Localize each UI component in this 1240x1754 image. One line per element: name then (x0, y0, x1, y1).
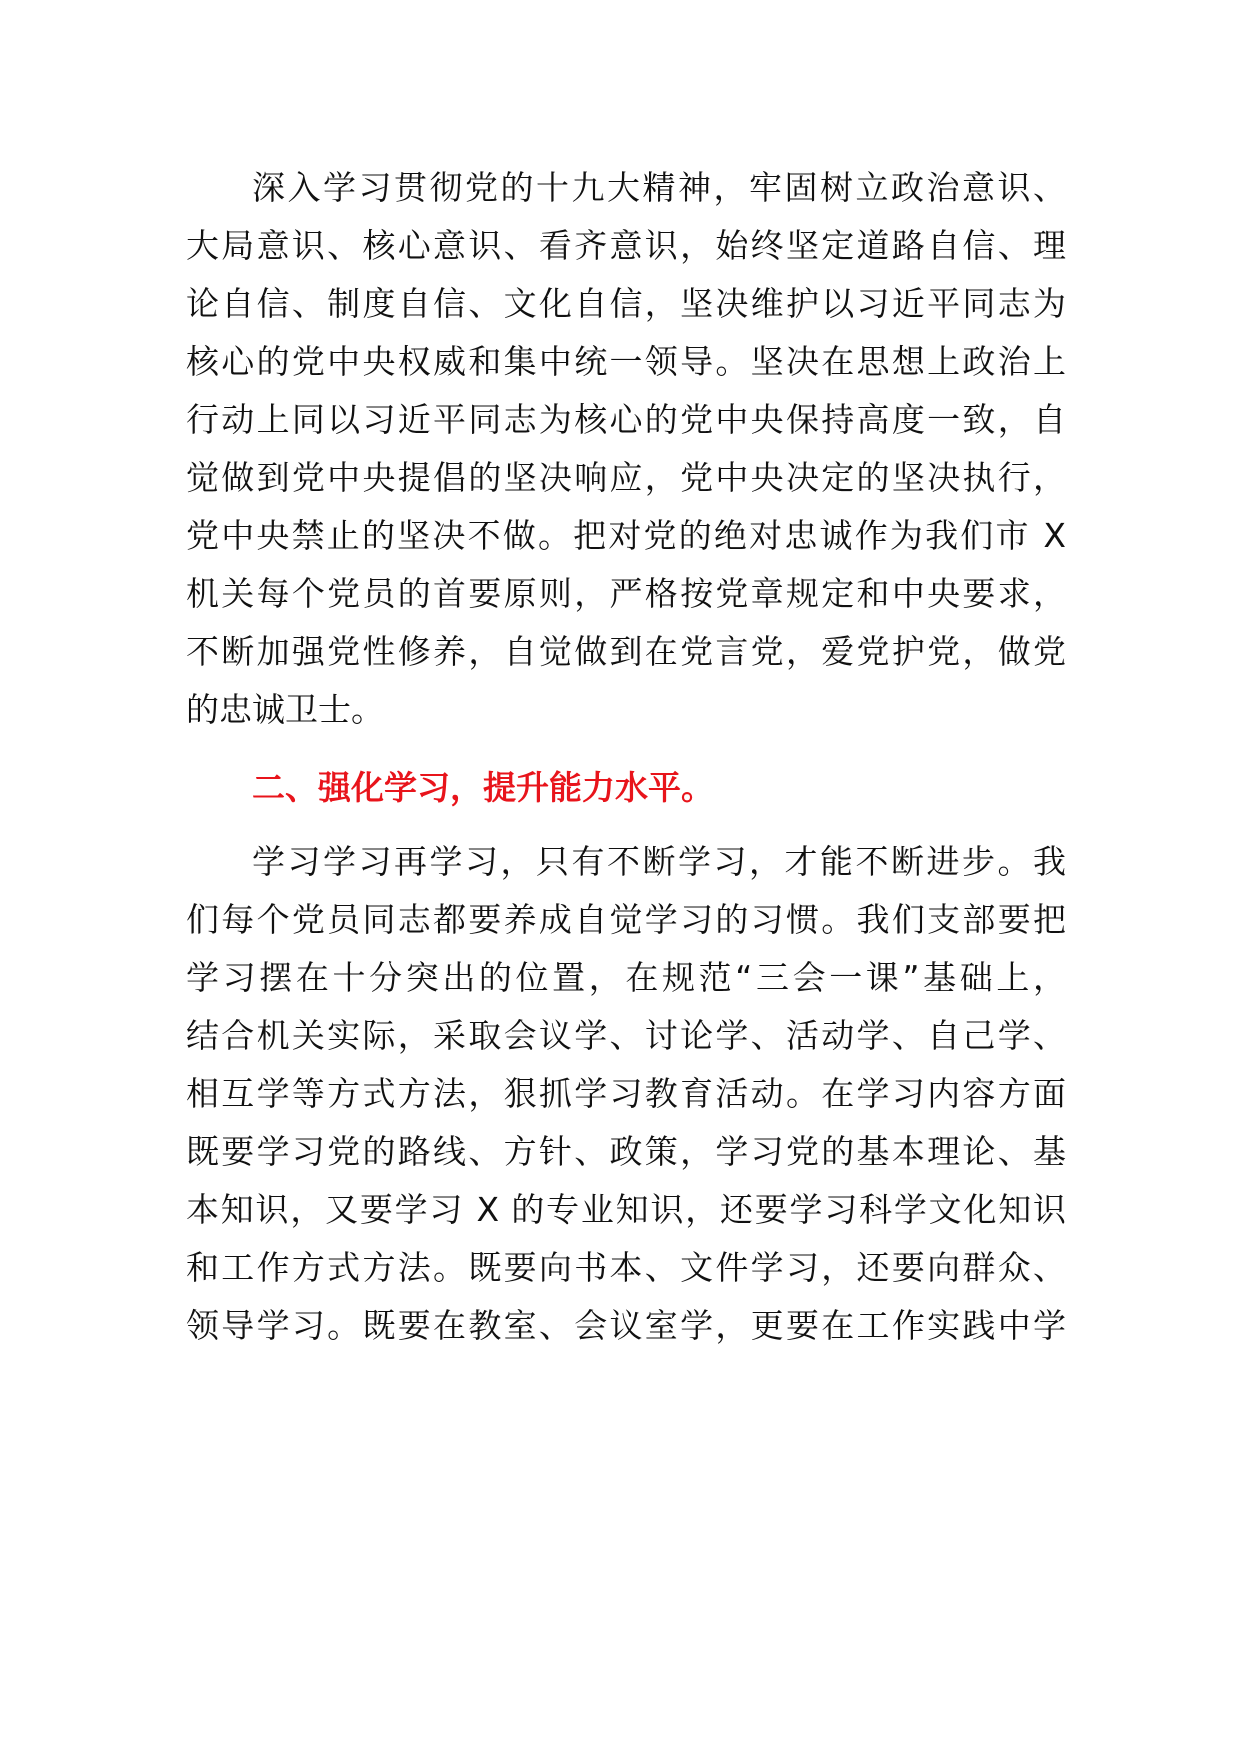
paragraph-2-line: 结合机关实际，采取会议学、讨论学、活动学、自己学、 (186, 1016, 1066, 1055)
paragraph-1-line: 党中央禁止的坚决不做。把对党的绝对忠诚作为我们市 X (186, 516, 1066, 555)
paragraph-1-line: 行动上同以习近平同志为核心的党中央保持高度一致，自 (186, 400, 1066, 439)
paragraph-1-line: 机关每个党员的首要原则，严格按党章规定和中央要求， (186, 574, 1066, 613)
paragraph-2-line: 既要学习党的路线、方针、政策，学习党的基本理论、基 (186, 1132, 1066, 1171)
paragraph-1-line: 不断加强党性修养，自觉做到在党言党，爱党护党，做党 (186, 632, 1066, 671)
paragraph-2-line: 本知识，又要学习 X 的专业知识，还要学习科学文化知识 (186, 1190, 1066, 1229)
paragraph-1-line: 核心的党中央权威和集中统一领导。坚决在思想上政治上 (186, 342, 1066, 381)
paragraph-2-line: 们每个党员同志都要养成自觉学习的习惯。我们支部要把 (186, 900, 1066, 939)
paragraph-2-line: 学习摆在十分突出的位置，在规范“三会一课”基础上， (186, 958, 1066, 997)
paragraph-2-line: 学习学习再学习，只有不断学习，才能不断进步。我 (252, 842, 1066, 881)
paragraph-2-line: 相互学等方式方法，狠抓学习教育活动。在学习内容方面 (186, 1074, 1066, 1113)
paragraph-1-line: 深入学习贯彻党的十九大精神，牢固树立政治意识、 (252, 168, 1066, 207)
paragraph-1-line: 论自信、制度自信、文化自信，坚决维护以习近平同志为 (186, 284, 1066, 323)
paragraph-1-line: 大局意识、核心意识、看齐意识，始终坚定道路自信、理 (186, 226, 1066, 265)
paragraph-2-line: 领导学习。既要在教室、会议室学，更要在工作实践中学 (186, 1306, 1066, 1345)
paragraph-1-line: 觉做到党中央提倡的坚决响应，党中央决定的坚决执行， (186, 458, 1066, 497)
paragraph-1-line: 的忠诚卫士。 (186, 690, 384, 729)
paragraph-2-line: 和工作方式方法。既要向书本、文件学习，还要向群众、 (186, 1248, 1066, 1287)
section-heading: 二、强化学习，提升能力水平。 (252, 768, 714, 807)
